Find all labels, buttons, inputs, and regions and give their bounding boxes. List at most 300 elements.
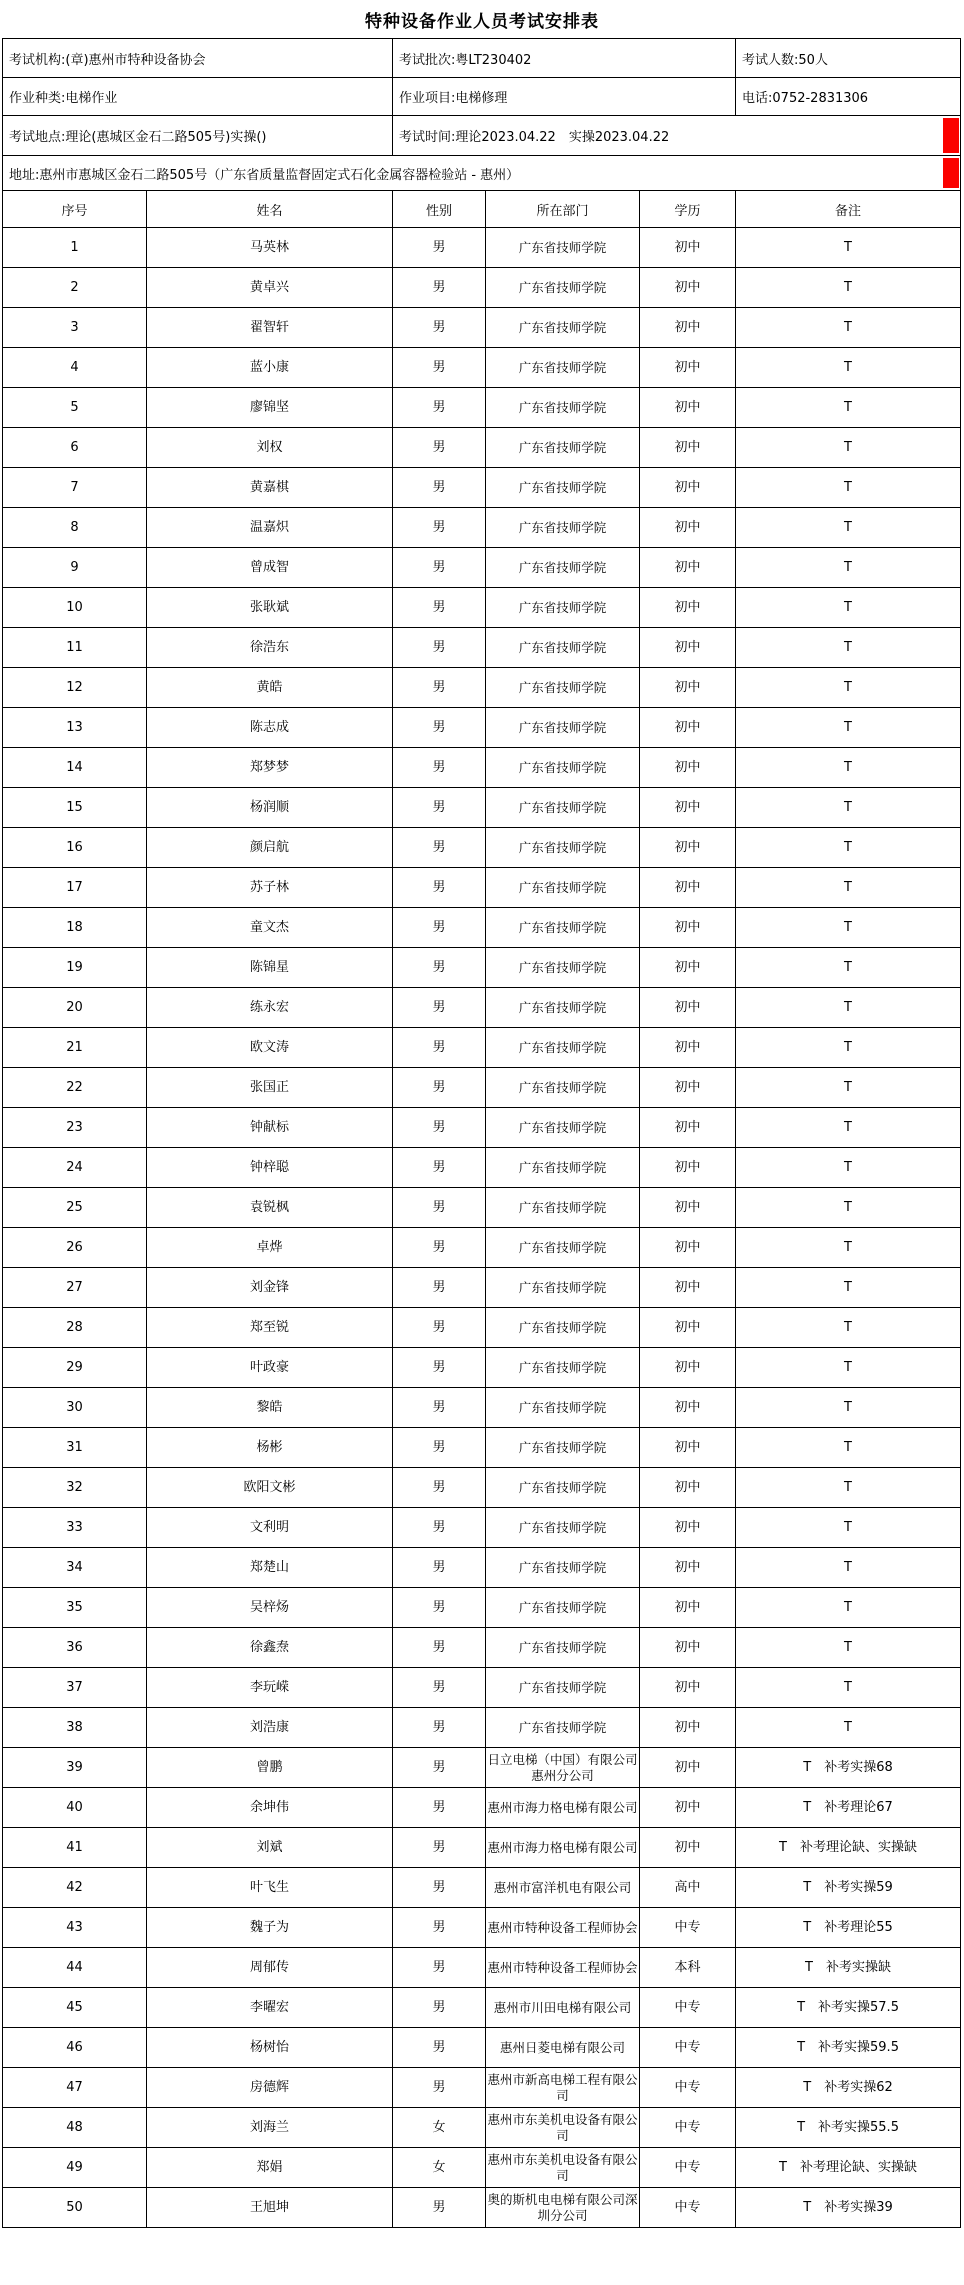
exam-count-cell: 考试人数:50人 [736,39,961,78]
cell-dept: 广东省技师学院 [486,548,640,588]
table-row [3,988,961,1028]
table-row [3,2188,961,2228]
cell-gender: 男 [393,748,486,788]
cell-seq: 41 [3,1828,147,1868]
cell-name: 马英林 [147,228,393,268]
cell-gender: 男 [393,1828,486,1868]
cell-name: 翟智轩 [147,308,393,348]
cell-remark: T [736,308,961,348]
cell-gender: 男 [393,1188,486,1228]
cell-name: 刘金锋 [147,1268,393,1308]
cell-dept: 广东省技师学院 [486,868,640,908]
cell-seq: 5 [3,388,147,428]
cell-seq: 19 [3,948,147,988]
cell-remark: T [736,908,961,948]
cell-gender: 男 [393,1588,486,1628]
cell-name: 郑梦梦 [147,748,393,788]
cell-seq: 39 [3,1748,147,1788]
cell-edu: 中专 [640,2108,736,2148]
cell-name: 郑楚山 [147,1548,393,1588]
table-row [3,1268,961,1308]
cell-name: 卓烨 [147,1228,393,1268]
cell-name: 廖锦坚 [147,388,393,428]
cell-remark: T [736,828,961,868]
cell-dept: 广东省技师学院 [486,1548,640,1588]
cell-seq: 36 [3,1628,147,1668]
exam-batch-cell: 考试批次:粤LT230402 [393,39,736,78]
cell-dept: 广东省技师学院 [486,828,640,868]
page-title: 特种设备作业人员考试安排表 [365,11,599,32]
cell-seq: 50 [3,2188,147,2228]
table-row [3,828,961,868]
cell-dept: 广东省技师学院 [486,708,640,748]
table-row [3,908,961,948]
table-row [3,668,961,708]
cell-seq: 32 [3,1468,147,1508]
cell-dept: 奥的斯机电电梯有限公司深圳分公司 [486,2188,640,2228]
cell-dept: 广东省技师学院 [486,1108,640,1148]
exam-time-text: 考试时间:理论2023.04.22 实操2023.04.22 [399,130,670,145]
cell-dept: 广东省技师学院 [486,1068,640,1108]
cell-gender: 男 [393,348,486,388]
table-row [3,268,961,308]
cell-dept: 广东省技师学院 [486,1508,640,1548]
cell-remark: T [736,1308,961,1348]
cell-dept: 广东省技师学院 [486,988,640,1028]
cell-gender: 男 [393,628,486,668]
cell-name: 文利明 [147,1508,393,1548]
cell-name: 曾鹏 [147,1748,393,1788]
cell-edu: 初中 [640,1388,736,1428]
cell-dept: 广东省技师学院 [486,1668,640,1708]
cell-dept: 惠州市特种设备工程师协会 [486,1908,640,1948]
cell-edu: 初中 [640,1028,736,1068]
cell-seq: 4 [3,348,147,388]
cell-seq: 6 [3,428,147,468]
table-row [3,1028,961,1068]
table-row [3,468,961,508]
cell-remark: T 补考实操55.5 [736,2108,961,2148]
cell-gender: 男 [393,1508,486,1548]
cell-remark: T [736,948,961,988]
cell-gender: 男 [393,428,486,468]
column-header-remark: 备注 [736,191,961,228]
cell-name: 李曜宏 [147,1988,393,2028]
address-text: 地址:惠州市惠城区金石二路505号（广东省质量监督固定式石化金属容器检验站 - 惠州） [9,167,520,183]
table-row [3,1428,961,1468]
cell-name: 徐鑫焘 [147,1628,393,1668]
cell-seq: 34 [3,1548,147,1588]
cell-name: 苏子林 [147,868,393,908]
cell-name: 郑至锐 [147,1308,393,1348]
table-row [3,1188,961,1228]
cell-edu: 初中 [640,988,736,1028]
cell-name: 叶飞生 [147,1868,393,1908]
cell-dept: 广东省技师学院 [486,748,640,788]
cell-dept: 广东省技师学院 [486,1588,640,1628]
cell-seq: 21 [3,1028,147,1068]
cell-remark: T [736,1708,961,1748]
exam-time-cell [393,116,961,156]
table-row [3,588,961,628]
cell-edu: 中专 [640,2028,736,2068]
cell-remark: T [736,1428,961,1468]
cell-edu: 初中 [640,868,736,908]
cell-edu: 初中 [640,1068,736,1108]
cell-gender: 男 [393,1548,486,1588]
cell-name: 王旭坤 [147,2188,393,2228]
cell-dept: 广东省技师学院 [486,428,640,468]
cell-name: 魏子为 [147,1908,393,1948]
cell-dept: 广东省技师学院 [486,268,640,308]
cell-seq: 29 [3,1348,147,1388]
cell-dept: 广东省技师学院 [486,468,640,508]
cell-gender: 男 [393,1028,486,1068]
cell-edu: 初中 [640,1268,736,1308]
cell-gender: 男 [393,1628,486,1668]
cell-seq: 31 [3,1428,147,1468]
cell-remark: T 补考实操62 [736,2068,961,2108]
cell-dept: 广东省技师学院 [486,228,640,268]
info-row-address [3,156,961,191]
cell-edu: 中专 [640,1988,736,2028]
cell-gender: 男 [393,1148,486,1188]
cell-edu: 初中 [640,1708,736,1748]
cell-dept: 广东省技师学院 [486,1268,640,1308]
cell-remark: T 补考实操59 [736,1868,961,1908]
cell-seq: 3 [3,308,147,348]
cell-gender: 男 [393,1788,486,1828]
cell-remark: T 补考实操68 [736,1748,961,1788]
cell-name: 颜启航 [147,828,393,868]
info-section [3,39,961,228]
cell-remark: T [736,1348,961,1388]
cell-edu: 初中 [640,1588,736,1628]
cell-remark: T [736,988,961,1028]
cell-edu: 中专 [640,2188,736,2228]
cell-dept: 广东省技师学院 [486,308,640,348]
cell-gender: 男 [393,228,486,268]
cell-gender: 男 [393,468,486,508]
cell-remark: T [736,1588,961,1628]
table-row [3,948,961,988]
cell-name: 曾成智 [147,548,393,588]
cell-edu: 中专 [640,2068,736,2108]
cell-name: 黄皓 [147,668,393,708]
cell-remark: T 补考理论缺、实操缺 [736,1828,961,1868]
cell-dept: 广东省技师学院 [486,908,640,948]
cell-remark: T [736,1628,961,1668]
cell-seq: 20 [3,988,147,1028]
table-row [3,1148,961,1188]
cell-dept: 广东省技师学院 [486,1348,640,1388]
cell-edu: 初中 [640,468,736,508]
cell-name: 钟梓聪 [147,1148,393,1188]
cell-seq: 42 [3,1868,147,1908]
cell-gender: 男 [393,668,486,708]
cell-gender: 男 [393,788,486,828]
cell-remark: T [736,1028,961,1068]
cell-dept: 广东省技师学院 [486,1188,640,1228]
cell-remark: T [736,1108,961,1148]
column-header-seq: 序号 [3,191,147,228]
table-row [3,1788,961,1828]
cell-dept: 广东省技师学院 [486,948,640,988]
cell-seq: 15 [3,788,147,828]
cell-dept: 广东省技师学院 [486,788,640,828]
cell-gender: 男 [393,1868,486,1908]
exam-schedule-table [2,38,961,2228]
column-header-name: 姓名 [147,191,393,228]
cell-edu: 中专 [640,1908,736,1948]
table-row [3,868,961,908]
cell-seq: 38 [3,1708,147,1748]
column-header-gender: 性别 [393,191,486,228]
cell-seq: 22 [3,1068,147,1108]
cell-remark: T 补考实操39 [736,2188,961,2228]
cell-gender: 男 [393,708,486,748]
cell-name: 徐浩东 [147,628,393,668]
cell-dept: 广东省技师学院 [486,1308,640,1348]
exam-location-cell: 考试地点:理论(惠城区金石二路505号)实操() [3,116,393,156]
column-header-dept: 所在部门 [486,191,640,228]
cell-gender: 女 [393,2108,486,2148]
cell-remark: T [736,468,961,508]
cell-name: 欧文涛 [147,1028,393,1068]
cell-remark: T [736,1148,961,1188]
cell-name: 温嘉炽 [147,508,393,548]
cell-seq: 24 [3,1148,147,1188]
cell-seq: 1 [3,228,147,268]
cell-dept: 广东省技师学院 [486,348,640,388]
cell-dept: 广东省技师学院 [486,388,640,428]
cell-edu: 初中 [640,508,736,548]
cell-dept: 惠州市东美机电设备有限公司 [486,2108,640,2148]
cell-seq: 11 [3,628,147,668]
cell-seq: 2 [3,268,147,308]
cell-remark: T [736,788,961,828]
cell-dept: 广东省技师学院 [486,1228,640,1268]
cell-name: 余坤伟 [147,1788,393,1828]
cell-seq: 14 [3,748,147,788]
cell-gender: 男 [393,508,486,548]
cell-name: 刘斌 [147,1828,393,1868]
cell-dept: 广东省技师学院 [486,1468,640,1508]
cell-name: 黄嘉棋 [147,468,393,508]
cell-edu: 初中 [640,1548,736,1588]
red-mark-annotation [943,158,959,188]
cell-edu: 初中 [640,908,736,948]
cell-gender: 男 [393,988,486,1028]
cell-gender: 男 [393,268,486,308]
table-row [3,1628,961,1668]
cell-name: 刘浩康 [147,1708,393,1748]
cell-seq: 45 [3,1988,147,2028]
cell-edu: 初中 [640,1748,736,1788]
cell-seq: 17 [3,868,147,908]
table-row [3,228,961,268]
cell-dept: 惠州市川田电梯有限公司 [486,1988,640,2028]
cell-gender: 男 [393,2068,486,2108]
cell-dept: 广东省技师学院 [486,508,640,548]
cell-name: 李玩嵘 [147,1668,393,1708]
cell-remark: T 补考实操57.5 [736,1988,961,2028]
cell-seq: 30 [3,1388,147,1428]
table-row [3,1388,961,1428]
cell-seq: 10 [3,588,147,628]
cell-dept: 广东省技师学院 [486,668,640,708]
table-row [3,2028,961,2068]
cell-name: 杨润顺 [147,788,393,828]
cell-remark: T [736,1188,961,1228]
cell-edu: 初中 [640,1828,736,1868]
cell-seq: 28 [3,1308,147,1348]
table-row [3,1748,961,1788]
cell-edu: 初中 [640,788,736,828]
table-row [3,388,961,428]
table-row [3,1348,961,1388]
cell-dept: 惠州市海力格电梯有限公司 [486,1828,640,1868]
cell-remark: T [736,1068,961,1108]
cell-name: 钟献标 [147,1108,393,1148]
cell-gender: 男 [393,1108,486,1148]
cell-gender: 男 [393,2028,486,2068]
column-header-edu: 学历 [640,191,736,228]
cell-remark: T [736,1548,961,1588]
cell-dept: 惠州市富洋机电有限公司 [486,1868,640,1908]
cell-remark: T [736,228,961,268]
cell-gender: 男 [393,1428,486,1468]
table-row [3,428,961,468]
cell-edu: 初中 [640,1188,736,1228]
cell-dept: 惠州市海力格电梯有限公司 [486,1788,640,1828]
info-row-location-time [3,116,961,156]
cell-edu: 高中 [640,1868,736,1908]
cell-remark: T [736,868,961,908]
table-row [3,748,961,788]
cell-dept: 广东省技师学院 [486,1028,640,1068]
cell-seq: 13 [3,708,147,748]
cell-dept: 广东省技师学院 [486,1628,640,1668]
cell-edu: 初中 [640,388,736,428]
cell-name: 叶政豪 [147,1348,393,1388]
red-mark-annotation [943,118,959,153]
cell-name: 张耿斌 [147,588,393,628]
cell-name: 童文杰 [147,908,393,948]
cell-edu: 中专 [640,2148,736,2188]
cell-seq: 27 [3,1268,147,1308]
cell-gender: 男 [393,308,486,348]
exam-org-cell: 考试机构:(章)惠州市特种设备协会 [3,39,393,78]
cell-gender: 男 [393,948,486,988]
table-row [3,308,961,348]
cell-gender: 男 [393,1228,486,1268]
cell-seq: 23 [3,1108,147,1148]
table-row [3,1868,961,1908]
cell-edu: 初中 [640,1308,736,1348]
cell-gender: 男 [393,868,486,908]
cell-name: 蓝小康 [147,348,393,388]
table-row [3,788,961,828]
cell-remark: T 补考理论缺、实操缺 [736,2148,961,2188]
cell-remark: T [736,548,961,588]
cell-remark: T [736,428,961,468]
cell-edu: 初中 [640,1228,736,1268]
info-row-org [3,39,961,78]
table-row [3,1548,961,1588]
cell-dept: 广东省技师学院 [486,628,640,668]
cell-remark: T [736,708,961,748]
cell-name: 黎皓 [147,1388,393,1428]
cell-seq: 43 [3,1908,147,1948]
cell-name: 练永宏 [147,988,393,1028]
cell-edu: 初中 [640,948,736,988]
cell-gender: 男 [393,548,486,588]
cell-seq: 26 [3,1228,147,1268]
cell-gender: 男 [393,1948,486,1988]
cell-edu: 初中 [640,228,736,268]
cell-seq: 8 [3,508,147,548]
cell-gender: 男 [393,1308,486,1348]
cell-name: 周郁传 [147,1948,393,1988]
cell-name: 刘海兰 [147,2108,393,2148]
table-row [3,1228,961,1268]
cell-remark: T [736,668,961,708]
cell-dept: 惠州市新高电梯工程有限公司 [486,2068,640,2108]
cell-seq: 33 [3,1508,147,1548]
table-row [3,1508,961,1548]
cell-edu: 初中 [640,428,736,468]
cell-seq: 47 [3,2068,147,2108]
table-row [3,1468,961,1508]
cell-edu: 初中 [640,588,736,628]
cell-gender: 女 [393,2148,486,2188]
cell-dept: 惠州日菱电梯有限公司 [486,2028,640,2068]
cell-remark: T [736,628,961,668]
cell-seq: 25 [3,1188,147,1228]
cell-dept: 广东省技师学院 [486,1148,640,1188]
cell-name: 张国正 [147,1068,393,1108]
table-row [3,508,961,548]
table-row [3,628,961,668]
cell-gender: 男 [393,1988,486,2028]
cell-name: 黄卓兴 [147,268,393,308]
cell-seq: 12 [3,668,147,708]
cell-edu: 初中 [640,828,736,868]
cell-gender: 男 [393,828,486,868]
cell-remark: T 补考实操缺 [736,1948,961,1988]
cell-edu: 初中 [640,268,736,308]
cell-edu: 初中 [640,1108,736,1148]
cell-gender: 男 [393,1268,486,1308]
cell-name: 郑娟 [147,2148,393,2188]
cell-seq: 9 [3,548,147,588]
cell-remark: T [736,268,961,308]
table-row [3,2148,961,2188]
cell-remark: T [736,1668,961,1708]
cell-dept: 广东省技师学院 [486,1428,640,1468]
cell-remark: T [736,348,961,388]
table-body [3,228,961,2228]
table-row [3,1908,961,1948]
cell-gender: 男 [393,1348,486,1388]
table-row [3,1068,961,1108]
cell-remark: T [736,748,961,788]
job-type-cell: 作业种类:电梯作业 [3,78,393,116]
table-row [3,1828,961,1868]
table-row [3,1948,961,1988]
cell-remark: T [736,508,961,548]
